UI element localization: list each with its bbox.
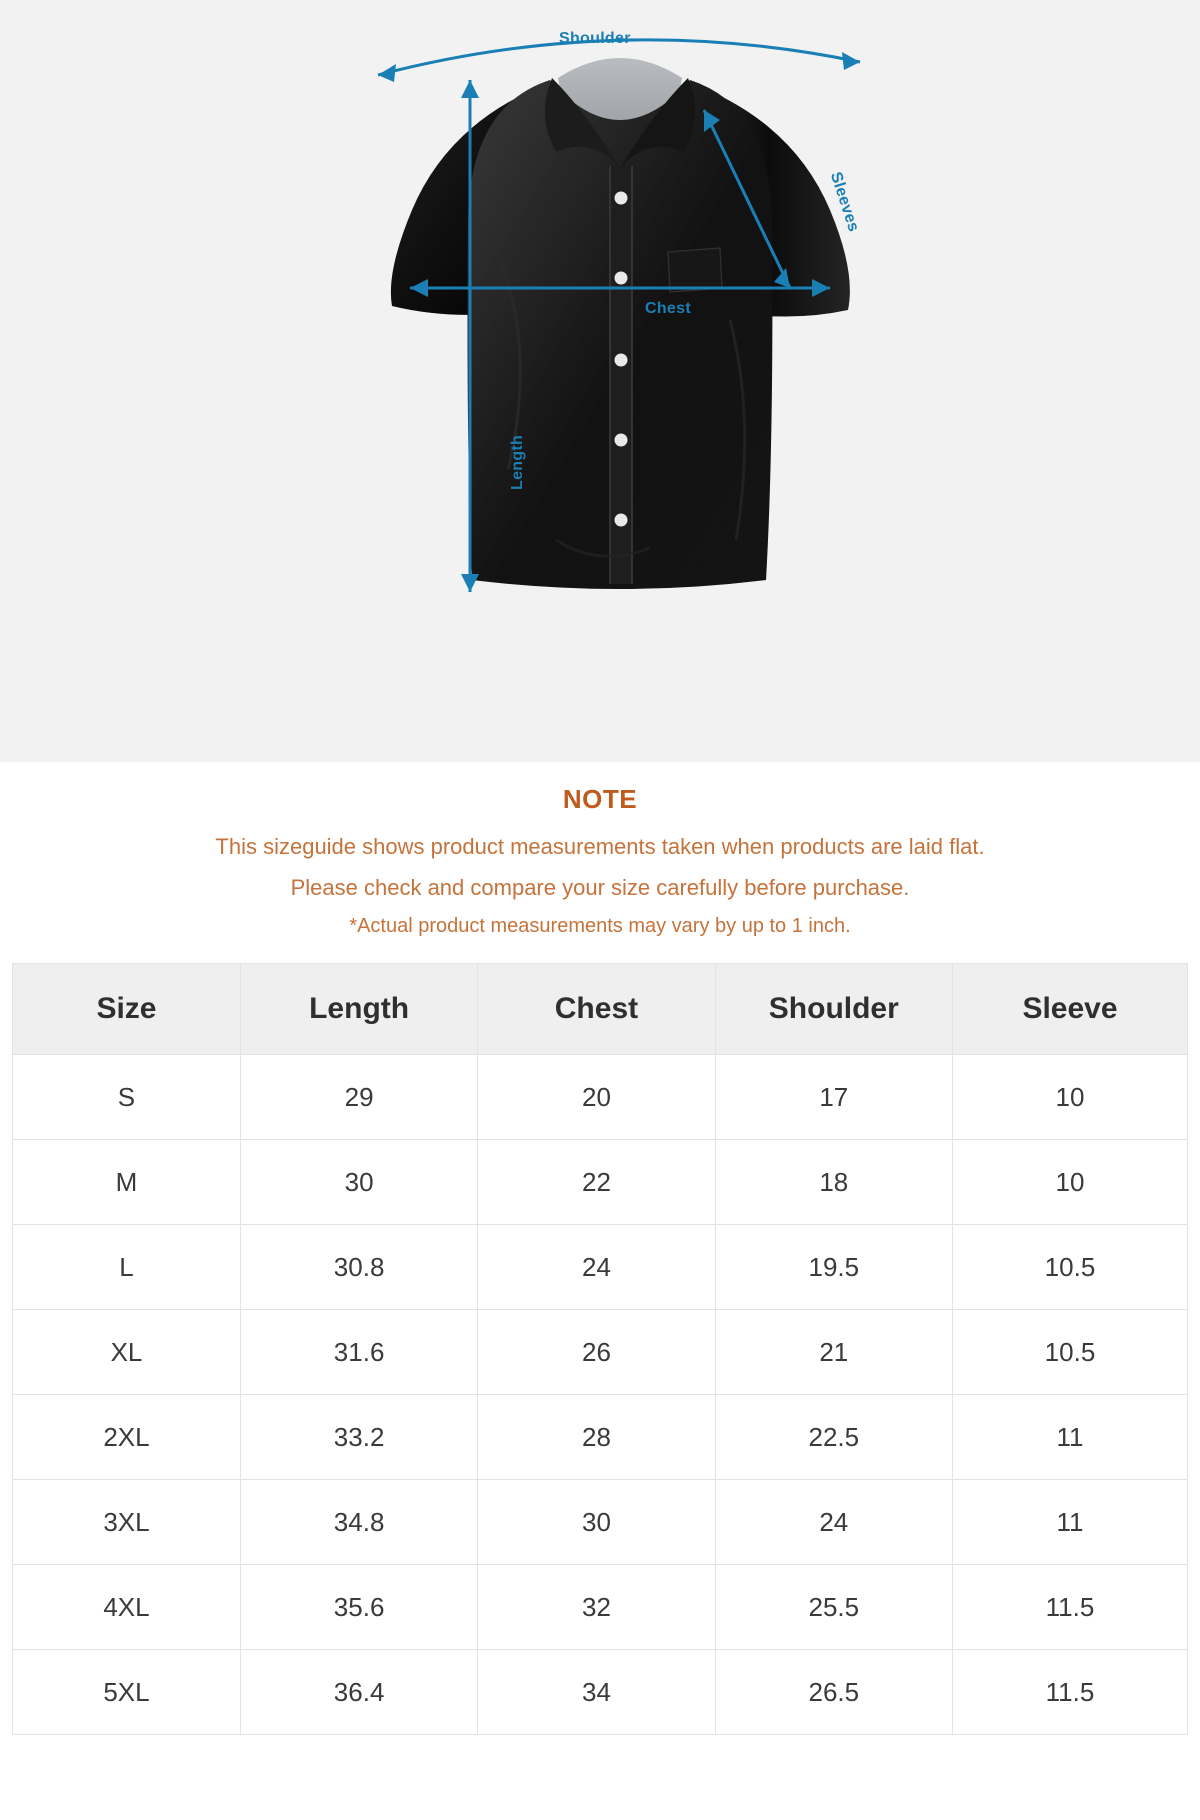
table-row (13, 1310, 1188, 1395)
cell-size: XL (13, 1310, 241, 1395)
column-header-size: Size (13, 964, 241, 1055)
cell-sleeve: 11 (952, 1480, 1187, 1565)
table-header-row (13, 964, 1188, 1055)
cell-shoulder: 19.5 (715, 1225, 952, 1310)
cell-chest: 32 (478, 1565, 715, 1650)
cell-shoulder: 18 (715, 1140, 952, 1225)
cell-length: 30.8 (240, 1225, 477, 1310)
cell-size: 2XL (13, 1395, 241, 1480)
button (615, 272, 628, 285)
cell-length: 31.6 (240, 1310, 477, 1395)
column-header-length: Length (240, 964, 477, 1055)
cell-shoulder: 17 (715, 1055, 952, 1140)
chest-measure-label: Chest (645, 300, 691, 317)
cell-chest: 22 (478, 1140, 715, 1225)
shoulder-arrow-right (842, 52, 860, 70)
table-row (13, 1225, 1188, 1310)
button (615, 192, 628, 205)
cell-shoulder: 26.5 (715, 1650, 952, 1735)
cell-size: 4XL (13, 1565, 241, 1650)
cell-length: 36.4 (240, 1650, 477, 1735)
cell-chest: 26 (478, 1310, 715, 1395)
garment-illustration-panel (0, 0, 1200, 762)
cell-sleeve: 10 (952, 1055, 1187, 1140)
illustration-stage (0, 0, 1200, 762)
cell-sleeve: 10.5 (952, 1310, 1187, 1395)
table-row (13, 1140, 1188, 1225)
table-row (13, 1055, 1188, 1140)
cell-size: 3XL (13, 1480, 241, 1565)
cell-chest: 24 (478, 1225, 715, 1310)
cell-chest: 34 (478, 1650, 715, 1735)
column-header-sleeve: Sleeve (952, 964, 1187, 1055)
length-measure-label: Length (509, 434, 526, 490)
table-row (13, 1565, 1188, 1650)
cell-shoulder: 24 (715, 1480, 952, 1565)
cell-shoulder: 21 (715, 1310, 952, 1395)
cell-length: 35.6 (240, 1565, 477, 1650)
column-header-chest: Chest (478, 964, 715, 1055)
size-table-wrapper (0, 963, 1200, 1735)
cell-sleeve: 11.5 (952, 1565, 1187, 1650)
table-row (13, 1480, 1188, 1565)
length-arrow-top (461, 80, 479, 98)
sleeves-measure-label: Sleeves (826, 170, 863, 234)
button (615, 354, 628, 367)
length-arrow-bottom (461, 574, 479, 592)
note-line-1: This sizeguide shows product measurements taken when products are laid flat. (215, 834, 985, 859)
table-row (13, 1650, 1188, 1735)
cell-sleeve: 11 (952, 1395, 1187, 1480)
shirt-illustration (300, 20, 940, 720)
cell-size: S (13, 1055, 241, 1140)
cell-sleeve: 10 (952, 1140, 1187, 1225)
cell-size: M (13, 1140, 241, 1225)
cell-size: L (13, 1225, 241, 1310)
cell-sleeve: 11.5 (952, 1650, 1187, 1735)
cell-length: 29 (240, 1055, 477, 1140)
note-title: NOTE (562, 784, 638, 814)
cell-length: 33.2 (240, 1395, 477, 1480)
chest-pocket (668, 248, 722, 292)
button (615, 434, 628, 447)
cell-chest: 28 (478, 1395, 715, 1480)
size-chart-table (12, 963, 1188, 1735)
note-line-3: *Actual product measurements may vary by up to 1 inch. (349, 915, 851, 938)
cell-chest: 30 (478, 1480, 715, 1565)
button (615, 514, 628, 527)
column-header-shoulder: Shoulder (715, 964, 952, 1055)
cell-length: 30 (240, 1140, 477, 1225)
cell-length: 34.8 (240, 1480, 477, 1565)
cell-sleeve: 10.5 (952, 1225, 1187, 1310)
note-line-2: Please check and compare your size carefully before purchase. (290, 874, 910, 900)
cell-shoulder: 22.5 (715, 1395, 952, 1480)
cell-shoulder: 25.5 (715, 1565, 952, 1650)
shoulder-measure-label: Shoulder (559, 30, 631, 47)
table-row (13, 1395, 1188, 1480)
cell-size: 5XL (13, 1650, 241, 1735)
cell-chest: 20 (478, 1055, 715, 1140)
note-section (0, 762, 1200, 963)
